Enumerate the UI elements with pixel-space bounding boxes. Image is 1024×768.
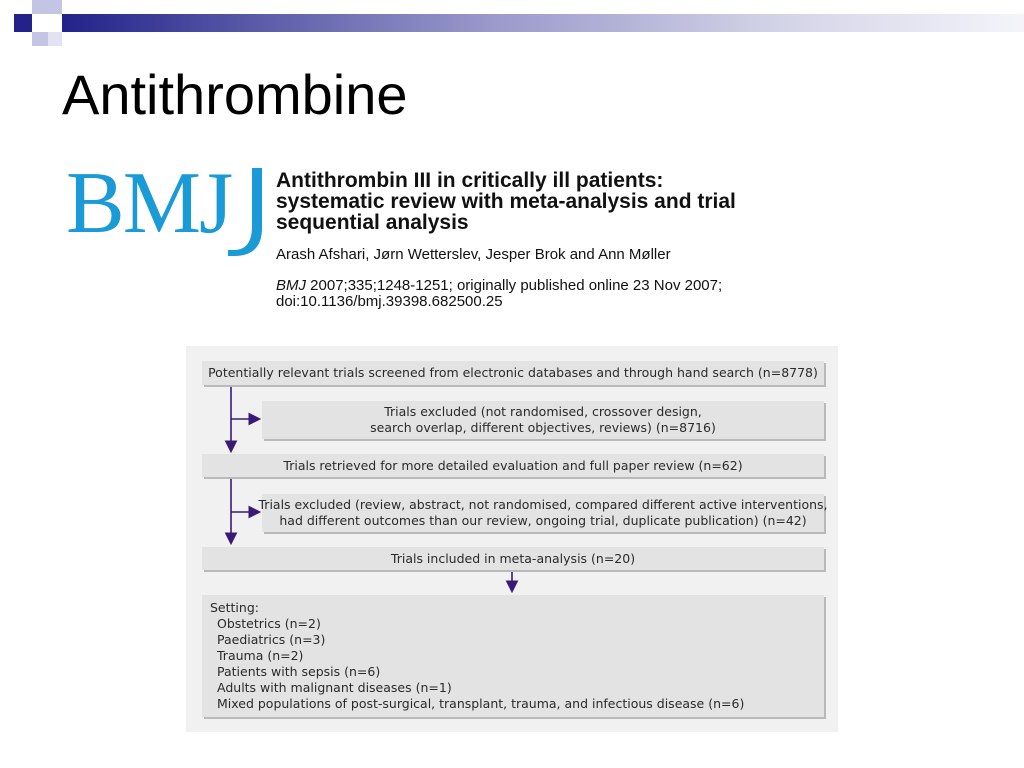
excluded-1-box [262,401,824,439]
setting-item: Adults with malignant diseases (n=1) [217,680,452,695]
citation-doi: doi:10.1136/bmj.39398.682500.25 [276,293,503,310]
screened-text: Potentially relevant trials screened from electronic databases and through hand search (n=8778) [208,365,818,380]
deco-square-light [48,32,62,46]
deco-square-lavender [48,0,62,14]
excluded-2-box [258,494,828,532]
citation-details: 2007;335;1248-1251; originally published online 23 Nov 2007; [306,277,723,294]
setting-item: Patients with sepsis (n=6) [217,664,381,679]
bmj-logo-hook [222,164,270,258]
included-text: Trials included in meta-analysis (n=20) [390,550,636,566]
deco-square-white [48,14,62,32]
retrieved-text: Trials retrieved for more detailed evaluation and full paper review (n=62) [283,457,743,473]
paper-title-line: systematic review with meta-analysis and trial [276,190,736,213]
excluded-1-line: Trials excluded (not randomised, crossover design, [384,404,702,419]
setting-heading: Setting: [210,600,259,615]
excluded-2-line: had different outcomes than our review, ongoing trial, duplicate publication) (n=42) [279,513,807,528]
paper-title [276,170,876,233]
setting-item: Mixed populations of post-surgical, transplant, trauma, and infectious disease (n=6) [217,696,745,711]
bmj-logo: BMJ [66,155,232,252]
setting-item: Trauma (n=2) [217,648,304,663]
paper-title-line: Antithrombin III in critically ill patients: [276,169,664,192]
citation-journal: BMJ [276,277,306,294]
excluded-2-line: Trials excluded (review, abstract, not randomised, compared different active interventions, [258,497,828,512]
excluded-1-line: search overlap, different objectives, reviews) (n=8716) [370,420,716,435]
deco-square-lavender [32,0,48,14]
paper-title-line: sequential analysis [276,211,469,234]
setting-item: Paediatrics (n=3) [217,632,326,647]
included-box [202,547,824,570]
header-decoration [0,0,1024,60]
flow-diagram [186,346,838,732]
paper-authors: Arash Afshari, Jørn Wetterslev, Jesper Brok and Ann Møller [276,246,671,263]
deco-square-lavender [32,32,48,46]
setting-item: Obstetrics (n=2) [217,616,321,631]
header-gradient-bar [62,14,1024,32]
paper-citation [276,278,836,310]
slide-title: Antithrombine [62,63,408,126]
retrieved-box [202,454,824,477]
setting-box [202,595,824,717]
deco-square-navy [14,14,32,32]
screened-box [202,361,824,385]
